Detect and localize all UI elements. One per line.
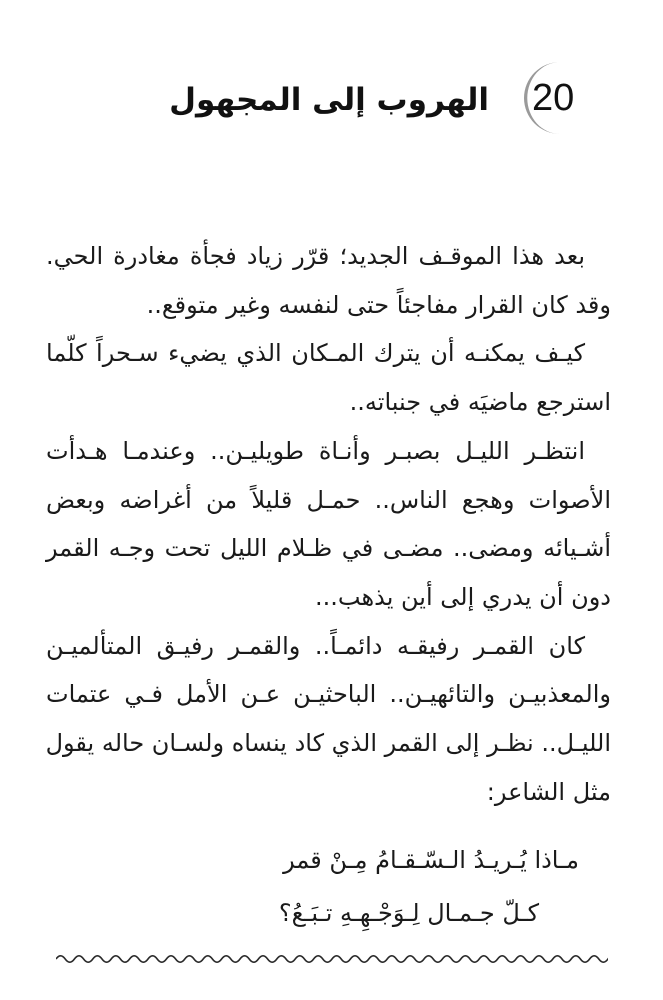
paragraph-line: دون أن يدري إلى أين يذهب...: [315, 582, 611, 611]
paragraph-1: [46, 232, 611, 329]
paragraph-line: والمعذبيـن والتائهيـن.. الباحثيـن عـن الأمل فـي عتمات: [46, 680, 611, 709]
paragraph-line: مثل الشاعر:: [486, 777, 611, 806]
paragraph-line: الليـل.. نظـر إلى القمر الذي كاد ينساه ولسـان حاله يقول: [45, 729, 611, 758]
paragraph-line: الأصوات وهجع الناس.. حمـل قليلاً من أغراضه وبعض: [46, 485, 611, 514]
chapter-number: 20: [532, 77, 575, 119]
paragraph-line: انتظـر الليـل بصبـر وأنـاة طويليـن.. وعندمـا هـدأت: [46, 436, 585, 465]
wave-divider-icon: [56, 952, 608, 966]
paragraph-line: كيـف يمكنـه أن يترك المـكان الذي يضيء سـحراً كلّما: [46, 339, 585, 368]
poem-verse: [46, 834, 611, 940]
paragraph-line: وقد كان القرار مفاجئاً حتى لنفسه وغير متوقع..: [146, 290, 611, 319]
paragraph-line: استرجع ماضيَه في جنباته..: [349, 388, 611, 417]
paragraph-4: [46, 622, 611, 817]
paragraph-line: أشـيائه ومضى.. مضـى في ظـلام الليل تحت وجـه القمر: [46, 534, 611, 563]
chapter-body: [46, 232, 611, 816]
chapter-title: الهروب إلى المجهول: [169, 82, 489, 118]
paragraph-3: [46, 427, 611, 622]
poem-line-second: كـلّ جـمـال لِـوَجْـهِـهِ تـبَـعُ؟: [278, 899, 539, 927]
paragraph-line: كان القمـر رفيقـه دائمـاً.. والقمـر رفيـق المتألميـن: [46, 631, 585, 660]
chapter-header: [0, 58, 663, 138]
paragraph-2: [46, 329, 611, 426]
paragraph-line: بعد هذا الموقـف الجديد؛ قرّر زياد فجأة مغادرة الحي.: [46, 242, 585, 270]
poem-line-first: مـاذا يُـريـدُ الـسّـقـامُ مِـنْ قمر: [283, 846, 579, 874]
